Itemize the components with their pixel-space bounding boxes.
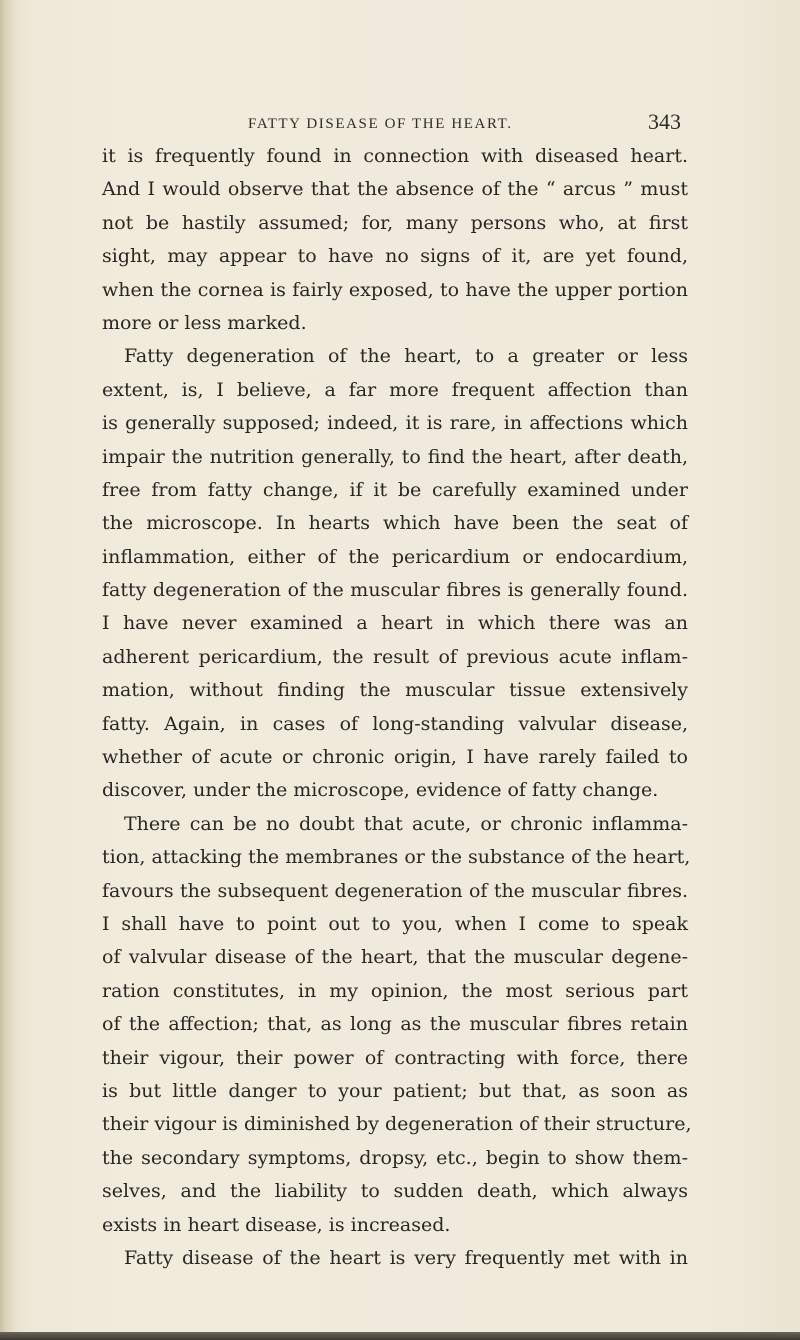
- text-line: I have never examined a heart in which there was an: [102, 612, 688, 635]
- text-line: free from fatty change, if it be carefully examined under: [102, 478, 688, 501]
- text-line: selves, and the liability to sudden death, which always: [102, 1180, 688, 1203]
- text-line: it is frequently found in connection with diseased heart.: [102, 145, 688, 167]
- paragraph-first-line: Fatty disease of the heart is very frequently met with in: [124, 1246, 688, 1269]
- paragraph-first-line: Fatty degeneration of the heart, to a greater or less: [124, 345, 688, 368]
- text-line: fatty. Again, in cases of long-standing valvular disease,: [102, 712, 688, 735]
- running-head: [0, 104, 800, 144]
- text-line: their vigour, their power of contracting with force, there: [102, 1046, 688, 1069]
- text-line: the microscope. In hearts which have been the seat of: [102, 512, 688, 535]
- running-title: FATTY DISEASE OF THE HEART.: [248, 116, 513, 132]
- paragraph-first-line: There can be no doubt that acute, or chronic inflamma-: [124, 812, 688, 835]
- page-bottom-edge: [0, 1332, 800, 1340]
- text-line: And I would observe that the absence of the “ arcus ” must: [102, 178, 688, 201]
- text-line: whether of acute or chronic origin, I have rarely failed to: [102, 746, 688, 769]
- body-text: [102, 140, 692, 1275]
- text-line: inflammation, either of the pericardium or endocardium,: [102, 545, 688, 568]
- text-line: tion, attacking the membranes or the substance of the heart,: [102, 846, 691, 869]
- text-line: when the cornea is fairly exposed, to have the upper portion: [102, 278, 688, 301]
- text-line: not be hastily assumed; for, many persons who, at first: [102, 211, 688, 234]
- text-line: exists in heart disease, is increased.: [102, 1213, 451, 1236]
- text-line: is generally supposed; indeed, it is rare, in affections which: [102, 412, 688, 435]
- text-line: of valvular disease of the heart, that the muscular degene-: [102, 946, 688, 969]
- text-line: fatty degeneration of the muscular fibres is generally found.: [102, 579, 688, 602]
- text-line: ration constitutes, in my opinion, the most serious part: [102, 979, 688, 1002]
- text-line: of the affection; that, as long as the muscular fibres retain: [102, 1013, 688, 1036]
- text-line: I shall have to point out to you, when I come to speak: [102, 912, 688, 935]
- page-number: 343: [648, 109, 681, 134]
- text-line: adherent pericardium, the result of previous acute inflam-: [102, 645, 688, 668]
- text-line: their vigour is diminished by degeneration of their structure,: [102, 1113, 692, 1136]
- text-line: sight, may appear to have no signs of it, are yet found,: [102, 245, 688, 268]
- text-line: is but little danger to your patient; but that, as soon as: [102, 1079, 688, 1102]
- text-line: impair the nutrition generally, to find the heart, after death,: [102, 445, 688, 468]
- text-line: discover, under the microscope, evidence of fatty change.: [102, 779, 659, 802]
- text-line: mation, without finding the muscular tissue extensively: [102, 679, 688, 702]
- text-line: extent, is, I believe, a far more frequent affection than: [102, 378, 688, 401]
- page-binding-shadow: [0, 0, 14, 1340]
- text-line: more or less marked.: [102, 311, 307, 334]
- text-line: the secondary symptoms, dropsy, etc., begin to show them-: [102, 1146, 688, 1169]
- text-line: favours the subsequent degeneration of the muscular fibres.: [102, 879, 688, 902]
